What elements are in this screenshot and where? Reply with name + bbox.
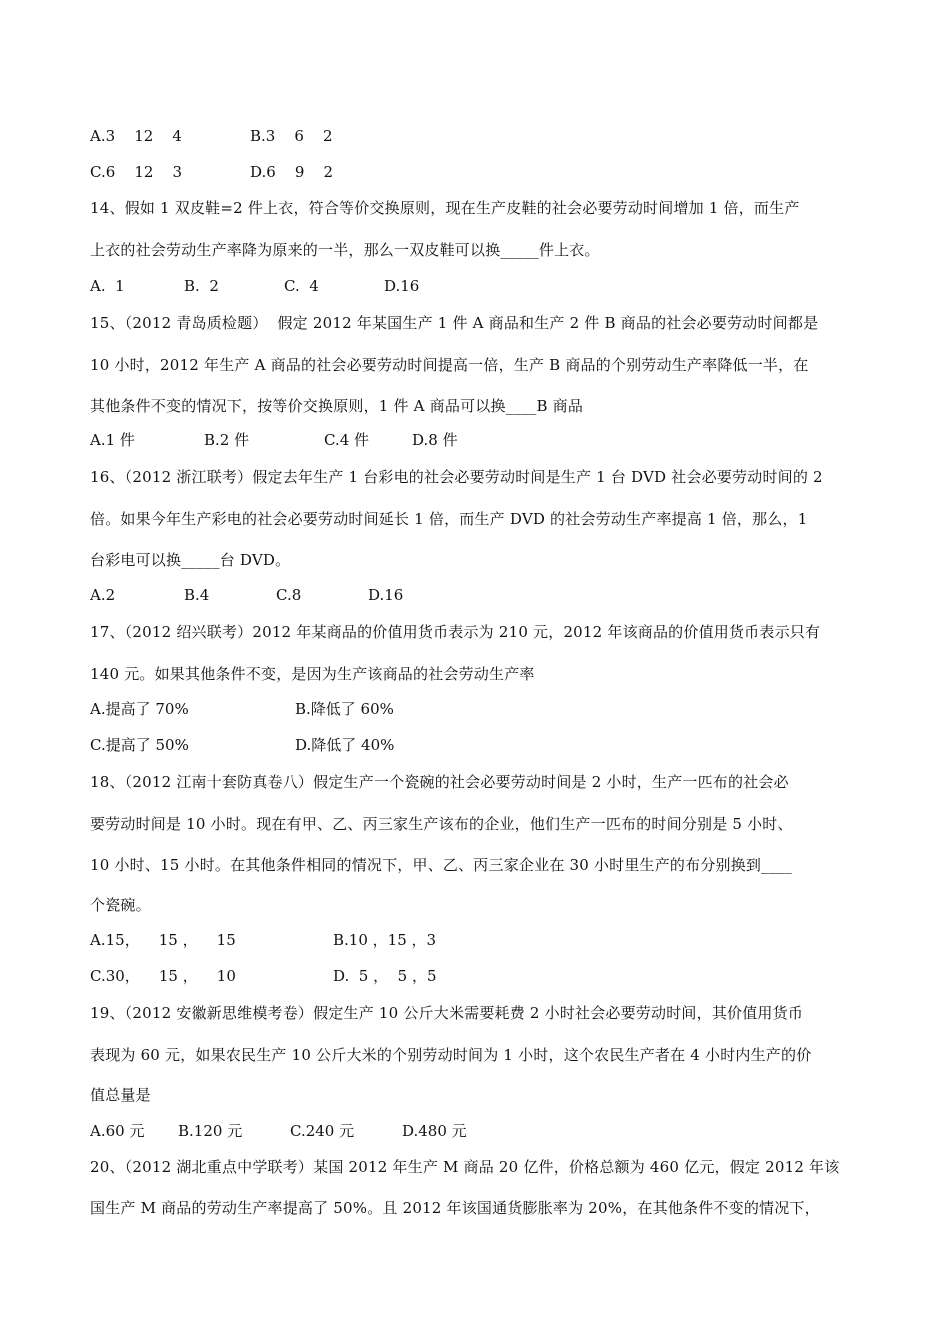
q19-option-c: C.240 元 (290, 1122, 355, 1140)
q15-stem-line-1: 15、（2012 青岛质检题） 假定 2012 年某国生产 1 件 A 商品和生产 2 件 B 商品的社会必要劳动时间都是 (90, 314, 819, 332)
q15-option-c: C.4 件 (324, 431, 370, 449)
q13-option-d: D.6 9 2 (250, 163, 334, 181)
q19-stem-line-2: 表现为 60 元，如果农民生产 10 公斤大米的个别劳动时间为 1 小时，这个农民生产者在 4 小时内生产的价 (90, 1046, 812, 1064)
q15-option-b: B.2 件 (204, 431, 250, 449)
q13-option-c: C.6 12 3 (90, 163, 183, 181)
q14-stem-line-1: 14、假如 1 双皮鞋=2 件上衣，符合等价交换原则，现在生产皮鞋的社会必要劳动时间增加 1 倍，而生产 (90, 199, 800, 217)
q18-option-d: D. 5 ， 5 ，5 (333, 967, 437, 985)
q14-option-b: B. 2 (184, 277, 219, 295)
q19-option-a: A.60 元 (90, 1122, 145, 1140)
q17-stem-line-1: 17、（2012 绍兴联考）2012 年某商品的价值用货币表示为 210 元，2012 年该商品的价值用货币表示只有 (90, 623, 821, 641)
q17-stem-line-2: 140 元。如果其他条件不变，是因为生产该商品的社会劳动生产率 (90, 665, 535, 683)
q14-option-c: C. 4 (284, 277, 319, 295)
q18-stem-line-4: 个瓷碗。 (90, 896, 151, 914)
q20-stem-line-2: 国生产 M 商品的劳动生产率提高了 50%。且 2012 年该国通货膨胀率为 20%，在其他条件不变的情况下， (90, 1199, 820, 1217)
q16-option-b: B.4 (184, 586, 210, 604)
q18-stem-line-3: 10 小时、15 小时。在其他条件相同的情况下，甲、乙、丙三家企业在 30 小时里生产的布分别换到____ (90, 856, 792, 874)
q16-stem-line-2: 倍。如果今年生产彩电的社会必要劳动时间延长 1 倍，而生产 DVD 的社会劳动生产率提高 1 倍，那么，1 (90, 510, 808, 528)
q19-option-d: D.480 元 (402, 1122, 467, 1140)
q18-option-b: B.10 ，15 ，3 (333, 931, 437, 949)
q18-option-a: A.15， 15 ， 15 (90, 931, 236, 949)
q18-stem-line-1: 18、（2012 江南十套防真卷八）假定生产一个瓷碗的社会必要劳动时间是 2 小时，生产一匹布的社会必 (90, 773, 789, 791)
q14-option-a: A. 1 (90, 277, 125, 295)
q15-option-a: A.1 件 (90, 431, 135, 449)
q16-option-a: A.2 (90, 586, 116, 604)
q16-stem-line-1: 16、（2012 浙江联考）假定去年生产 1 台彩电的社会必要劳动时间是生产 1 台 DVD 社会必要劳动时间的 2 (90, 468, 823, 486)
q18-stem-line-2: 要劳动时间是 10 小时。现在有甲、乙、丙三家生产该布的企业，他们生产一匹布的时间分别是 5 小时、 (90, 815, 793, 833)
q17-option-b: B.降低了 60% (295, 700, 394, 718)
q16-stem-line-3: 台彩电可以换_____台 DVD。 (90, 551, 291, 569)
q16-option-d: D.16 (368, 586, 404, 604)
q19-option-b: B.120 元 (178, 1122, 243, 1140)
q17-option-d: D.降低了 40% (295, 736, 395, 754)
q13-option-a: A.3 12 4 (90, 127, 182, 145)
q20-stem-line-1: 20、（2012 湖北重点中学联考）某国 2012 年生产 M 商品 20 亿件，价格总额为 460 亿元，假定 2012 年该 (90, 1158, 840, 1176)
q14-option-d: D.16 (384, 277, 420, 295)
q15-option-d: D.8 件 (412, 431, 458, 449)
q15-stem-line-2: 10 小时，2012 年生产 A 商品的社会必要劳动时间提高一倍，生产 B 商品的个别劳动生产率降低一半，在 (90, 356, 809, 374)
q17-option-c: C.提高了 50% (90, 736, 189, 754)
q19-stem-line-3: 值总量是 (90, 1086, 151, 1104)
q15-stem-line-3: 其他条件不变的情况下，按等价交换原则，1 件 A 商品可以换____B 商品 (90, 397, 584, 415)
q13-option-b: B.3 6 2 (250, 127, 333, 145)
q18-option-c: C.30， 15 ， 10 (90, 967, 236, 985)
q16-option-c: C.8 (276, 586, 302, 604)
q14-stem-line-2: 上衣的社会劳动生产率降为原来的一半，那么一双皮鞋可以换_____件上衣。 (90, 241, 600, 259)
q19-stem-line-1: 19、（2012 安徽新思维模考卷）假定生产 10 公斤大米需要耗费 2 小时社会必要劳动时间，其价值用货币 (90, 1004, 804, 1022)
q17-option-a: A.提高了 70% (90, 700, 189, 718)
